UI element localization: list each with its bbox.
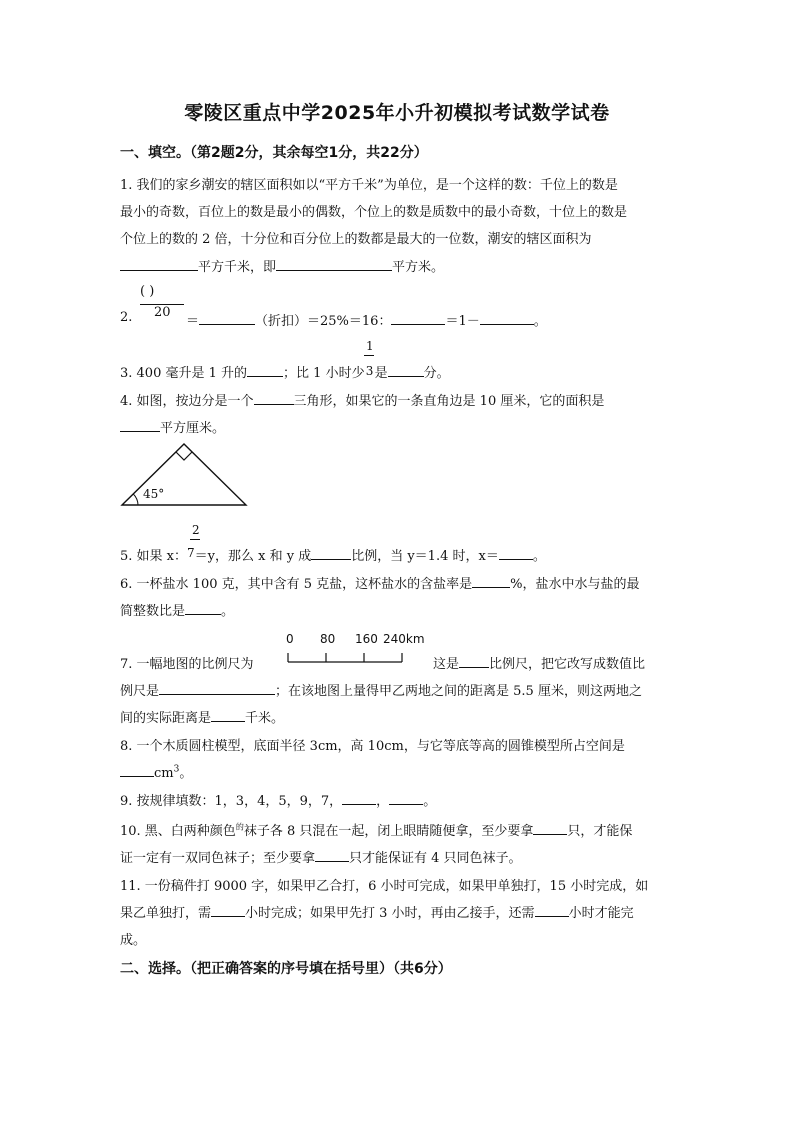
q1-line4: 平方千米，即 平方米。 xyxy=(120,256,444,275)
q5-fraction-numerator: 2 xyxy=(192,523,200,537)
answer-blank[interactable] xyxy=(120,762,154,777)
section-heading-choice: 二、选择。（把正确答案的序号填在括号里）（共6分） xyxy=(120,961,452,977)
answer-blank[interactable] xyxy=(276,256,392,271)
answer-blank[interactable] xyxy=(254,390,294,405)
scale-label-0: 0 xyxy=(286,632,294,646)
answer-blank[interactable] xyxy=(342,790,376,805)
answer-blank[interactable] xyxy=(533,820,567,835)
q6-line2: 简整数比是 。 xyxy=(120,600,234,619)
answer-blank[interactable] xyxy=(159,680,275,695)
q11-line2: 果乙单独打，需 小时完成；如果甲先打 3 小时，再由乙接手，还需 小时才能完 xyxy=(120,902,634,921)
answer-blank[interactable] xyxy=(211,707,245,722)
triangle-shape xyxy=(122,444,246,505)
q8-line1: 8. 一个木质圆柱模型，底面半径 3cm，高 10cm，与它等底等高的圆锥模型所占空间是 xyxy=(120,739,625,754)
answer-blank[interactable] xyxy=(388,362,424,377)
scale-bar xyxy=(286,650,406,664)
right-angle-mark xyxy=(176,452,192,460)
answer-blank[interactable] xyxy=(459,653,489,668)
q10-line1: 10. 黑、白两种颜色$^的$袜子各 8 只混在一起，闭上眼睛随便拿，至少要拿 只，才能保 xyxy=(120,820,632,839)
scale-label-240km: 240km xyxy=(383,632,425,646)
q7-line1-end: 这是 比例尺，把它改写成数值比 xyxy=(433,653,645,672)
angle-arc xyxy=(133,494,138,505)
section-heading-fill-blank: 一、填空。（第2题2分，其余每空1分，共22分） xyxy=(120,145,428,161)
answer-blank[interactable] xyxy=(247,362,283,377)
answer-blank[interactable] xyxy=(389,790,423,805)
answer-blank[interactable] xyxy=(120,417,160,432)
q1-line3: 个位上的数的 2 倍，十分位和百分位上的数都是最大的一位数，潮安的辖区面积为 xyxy=(120,232,592,247)
q4-line1: 4. 如图，按边分是一个 三角形，如果它的一条直角边是 10 厘米，它的面积是 xyxy=(120,390,604,409)
q4-line2: 平方厘米。 xyxy=(120,417,225,436)
q8-line2: $cm^3$。 xyxy=(120,762,192,781)
answer-blank[interactable] xyxy=(535,902,569,917)
answer-blank[interactable] xyxy=(315,847,349,862)
right-triangle-figure xyxy=(118,440,252,510)
q11-line3: 成。 xyxy=(120,933,147,948)
q11-line1: 11. 一份稿件打 9000 字，如果甲乙合打，6 小时可完成，如果甲单独打，15 小时完成，如 xyxy=(120,879,649,894)
answer-blank[interactable] xyxy=(480,310,534,325)
q3-line: 3. 400 毫升是 1 升的 ；比 1 小时少3是 分。 xyxy=(120,364,450,381)
q3-fraction-bar xyxy=(364,355,374,356)
q2-fraction-numerator-paren: ( ) xyxy=(140,284,155,299)
page-title: 零陵区重点中学2025年小升初模拟考试数学试卷 xyxy=(184,102,610,124)
scale-label-160: 160 xyxy=(355,632,378,646)
answer-blank[interactable] xyxy=(311,545,351,560)
answer-blank[interactable] xyxy=(120,256,198,271)
scale-label-80: 80 xyxy=(320,632,336,646)
q6-line1: 6. 一杯盐水 100 克，其中含有 5 克盐，这杯盐水的含盐率是 %，盐水中水与盐的最 xyxy=(120,573,640,592)
answer-blank[interactable] xyxy=(391,310,445,325)
q10-line2: 证一定有一双同色袜子；至少要拿 只才能保证有 4 只同色袜子。 xyxy=(120,847,522,866)
q2-line: ＝ （折扣）＝25%＝16： ＝1－ 。 xyxy=(186,310,547,329)
answer-blank[interactable] xyxy=(472,573,510,588)
q2-fraction-denominator: 20 xyxy=(154,305,171,320)
q7-line1-start: 7. 一幅地图的比例尺为 xyxy=(120,657,254,672)
q5-line: 5. 如果 x：7＝y，那么 x 和 y 成 比例，当 y＝1.4 时，x＝ 。 xyxy=(120,546,546,564)
q3-fraction-numerator: 1 xyxy=(366,339,374,353)
q2-number: 2. xyxy=(120,310,133,325)
answer-blank[interactable] xyxy=(199,310,255,325)
answer-blank[interactable] xyxy=(211,902,245,917)
q1-line2: 最小的奇数，百位上的数是最小的偶数，个位上的数是质数中的最小奇数，十位上的数是 xyxy=(120,205,628,220)
answer-blank[interactable] xyxy=(499,545,533,560)
angle-label: 45° xyxy=(143,487,165,501)
q7-line3: 间的实际距离是 千米。 xyxy=(120,707,284,726)
q1-line1: 1. 我们的家乡潮安的辖区面积如以“平方千米”为单位，是一个这样的数：千位上的数是 xyxy=(120,178,618,193)
q5-fraction-bar xyxy=(190,539,200,540)
answer-blank[interactable] xyxy=(185,600,221,615)
q9-line: 9. 按规律填数：1，3，4，5，9，7， ， 。 xyxy=(120,790,436,809)
q7-line2: 例尺是 ；在该地图上量得甲乙两地之间的距离是 5.5 厘米，则这两地之 xyxy=(120,680,642,699)
